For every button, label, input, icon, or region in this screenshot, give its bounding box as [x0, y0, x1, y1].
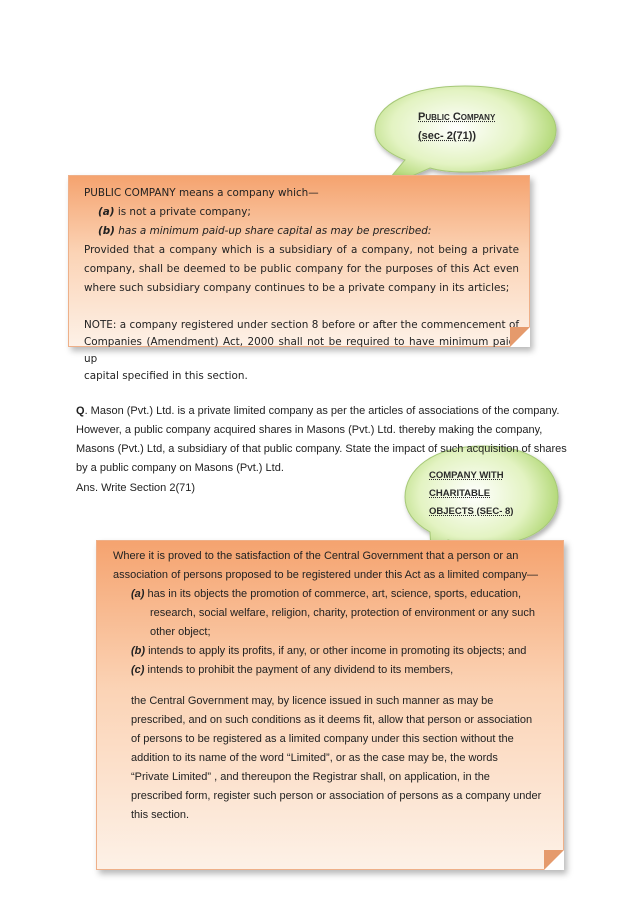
bubble-public-company-text — [418, 108, 495, 146]
condition-a-line-3: other object; — [150, 626, 211, 638]
note-intro: PUBLIC COMPANY means a company which— — [84, 187, 319, 199]
note-line-3: capital specified in this section. — [84, 370, 248, 382]
proviso-line-2: company, shall be deemed to be public company for the purposes of this Act even — [84, 263, 519, 275]
licence-line-5: “Private Limited” , and thereupon the Registrar shall, on application, in the — [131, 771, 490, 783]
licence-line-4: addition to its name of the word “Limited”, or as the case may be, the words — [131, 752, 498, 764]
intro-line-1: Where it is proved to the satisfaction of the Central Government that a person or an — [113, 550, 519, 562]
bubble-public-section: (sec- 2(71)) — [418, 130, 477, 142]
condition-b-text: intends to apply its profits, if any, or other income in promoting its objects; and — [145, 645, 527, 657]
note-item-b — [84, 222, 519, 241]
condition-a — [113, 585, 549, 642]
condition-a-label: (a) — [131, 588, 145, 600]
page-curl — [510, 327, 530, 347]
condition-a-line-2: research, social welfare, religion, charity, protection of environment or any such — [150, 607, 535, 619]
licence-line-7: this section. — [131, 809, 190, 821]
item-b-label: (b) — [98, 225, 115, 237]
licence-line-3: of persons to be registered as a limited company under this section without the — [131, 733, 514, 745]
condition-c-label: (c) — [131, 664, 145, 676]
condition-a-line-1: has in its objects the promotion of commerce, art, science, sports, education, — [144, 588, 522, 600]
question-line-2: However, a public company acquired shares in Masons (Pvt.) Ltd. thereby making the company, — [76, 424, 543, 436]
note-paragraph — [84, 317, 519, 385]
question-line-1-text: . Mason (Pvt.) Ltd. is a private limited company as per the articles of associations of the company. — [84, 405, 560, 417]
note-line-2: Companies (Amendment) Act, 2000 shall not be required to have minimum paid-up — [84, 336, 519, 365]
question-line-1 — [76, 402, 568, 421]
question-label: Q — [76, 405, 85, 417]
condition-b — [113, 642, 549, 661]
licence-line-2: prescribed, and on such conditions as it deems fit, allow that person or association — [131, 714, 533, 726]
condition-c — [113, 661, 549, 680]
proviso-line-1: Provided that a company which is a subsidiary of a company, not being a private — [84, 244, 519, 256]
bubble-charitable-line1: COMPANY WITH — [429, 470, 504, 481]
item-a-label: (a) — [98, 206, 115, 218]
condition-b-label: (b) — [131, 645, 146, 657]
bubble-charitable-line3: OBJECTS (SEC- 8) — [429, 506, 514, 517]
intro-line-2: association of persons proposed to be registered under this Act as a limited company— — [113, 569, 538, 581]
item-b-text: has a minimum paid-up share capital as may be prescribed: — [114, 225, 432, 237]
answer-line: Ans. Write Section 2(71) — [76, 482, 196, 494]
question-paragraph — [76, 402, 568, 478]
bubble-charitable-line2: CHARITABLE — [429, 488, 491, 499]
item-a-text: is not a private company; — [114, 206, 251, 218]
question-line-3: Masons (Pvt.) Ltd, a subsidiary of that public company. State the impact of such acquisition of shares — [76, 443, 567, 455]
note-item-a — [84, 203, 519, 222]
bubble-public-title: Public Company — [418, 111, 496, 123]
condition-c-text: intends to prohibit the payment of any dividend to its members, — [144, 664, 454, 676]
licence-line-6: prescribed form, register such person or association of persons as a company under — [131, 790, 542, 802]
licence-line-1: the Central Government may, by licence issued in such manner as may be — [131, 695, 494, 707]
licence-paragraph — [113, 692, 549, 825]
charitable-company-note — [96, 540, 564, 870]
question-line-4: by a public company on Masons (Pvt.) Ltd. — [76, 462, 284, 474]
note-line-1: NOTE: a company registered under section 8 before or after the commencement of — [84, 319, 519, 331]
page-curl — [544, 850, 564, 870]
proviso-line-3: where such subsidiary company continues to be a private company in its articles; — [84, 282, 510, 294]
public-company-note — [68, 175, 530, 382]
